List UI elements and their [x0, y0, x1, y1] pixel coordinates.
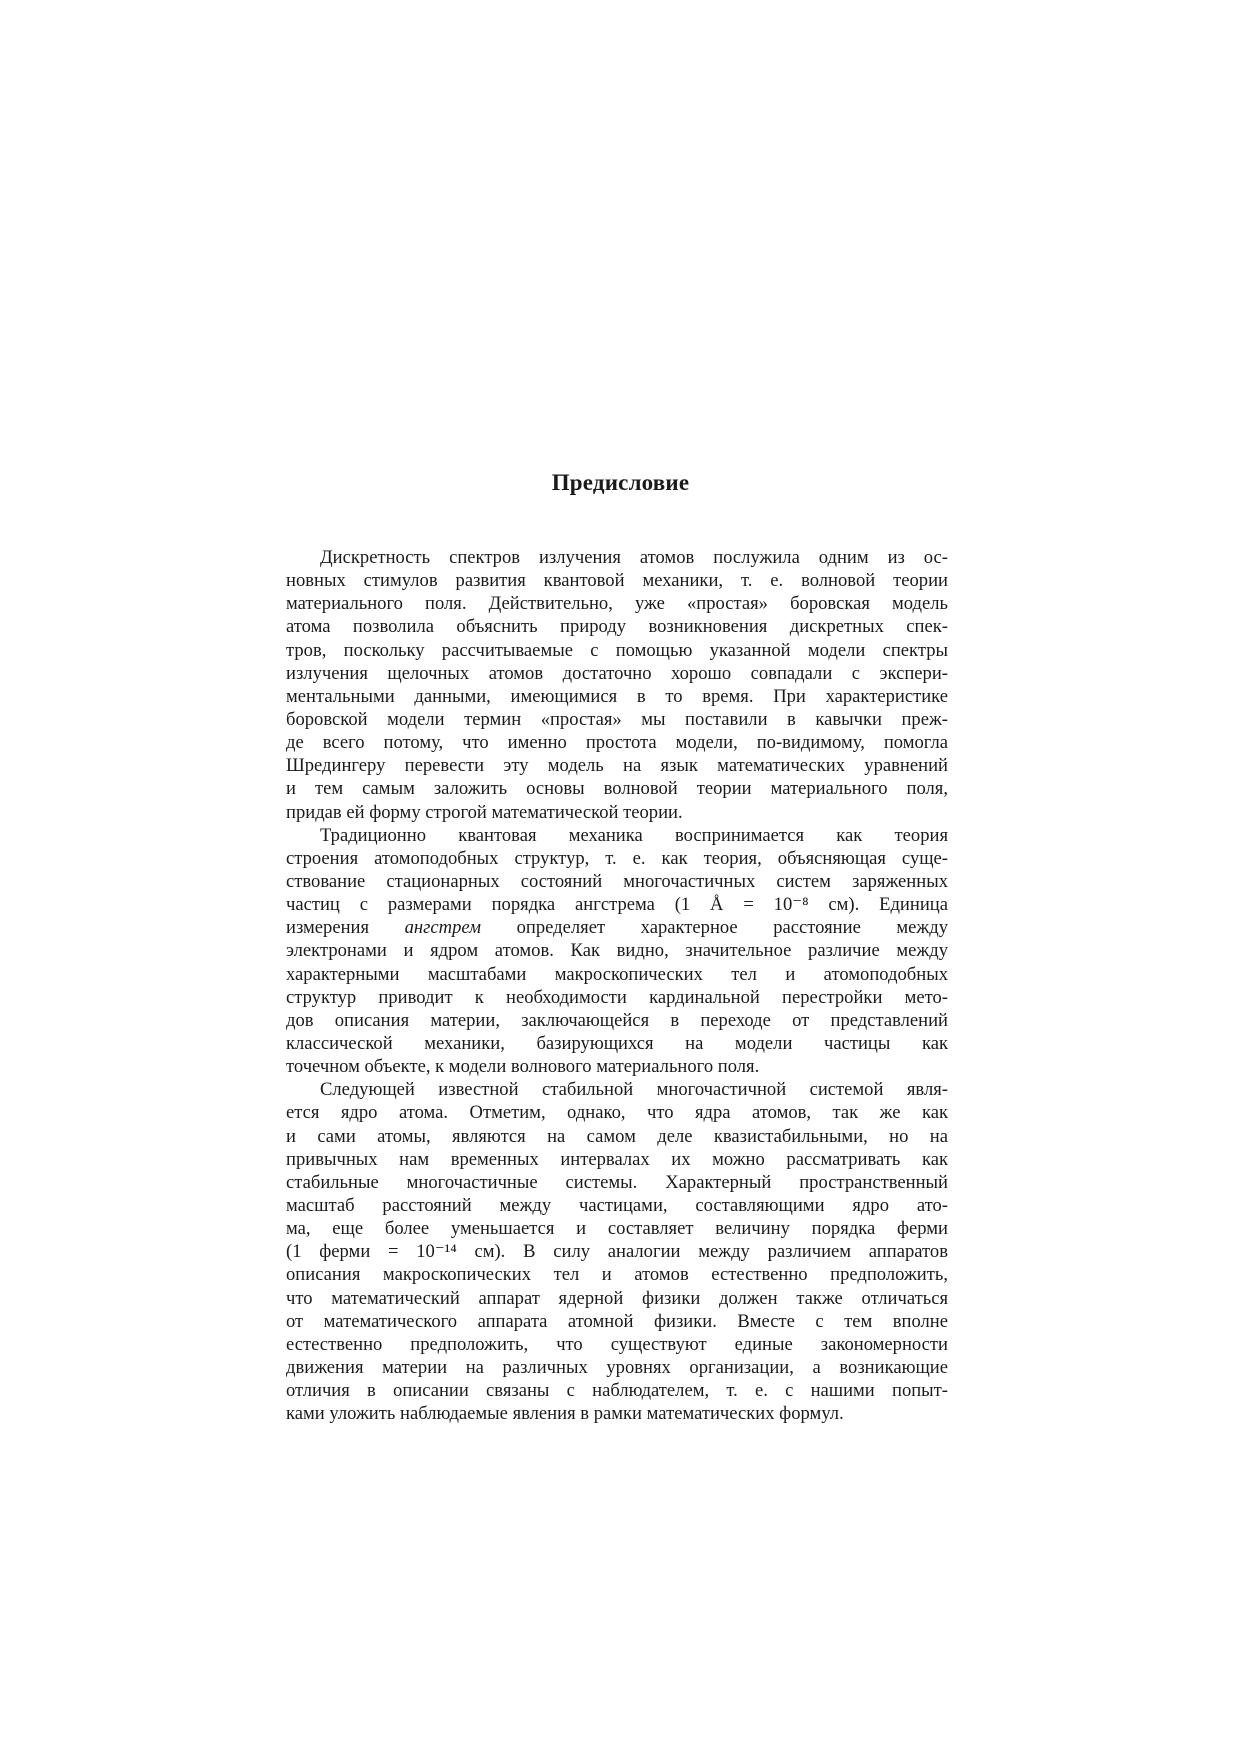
text-line: излучения щелочных атомов достаточно хорошо совпадали с экспери- — [286, 662, 948, 684]
text-line: масштаб расстояний между частицами, составляющими ядро ато- — [286, 1194, 948, 1216]
text-line: ма, еще более уменьшается и составляет величину порядка ферми — [286, 1218, 948, 1240]
text-line: ками уложить наблюдаемые явления в рамки математических формул. — [286, 1403, 844, 1425]
text-line: материального поля. Действительно, уже «простая» боровская модель — [286, 593, 948, 615]
text-line: тров, поскольку рассчитываемые с помощью указанной модели спектры — [286, 639, 948, 661]
text-line: описания макроскопических тел и атомов естественно предположить, — [286, 1264, 948, 1286]
text-line: Дискретность спектров излучения атомов послужила одним из ос- — [320, 547, 948, 568]
text-line: стабильные многочастичные системы. Характерный пространственный — [286, 1171, 948, 1193]
text-line: точечном объекте, к модели волнового материального поля. — [286, 1056, 760, 1078]
text-line: ется ядро атома. Отметим, однако, что ядра атомов, так же как — [286, 1102, 948, 1124]
text-line: и сами атомы, являются на самом деле квазистабильными, но на — [286, 1125, 948, 1147]
text-line: новных стимулов развития квантовой механики, т. е. волновой теории — [286, 570, 948, 592]
text-line: атома позволила объяснить природу возникновения дискретных спек- — [286, 616, 948, 638]
text-line: Следующей известной стабильной многочастичной системой явля- — [320, 1079, 948, 1101]
text-line: ствование стационарных состояний многочастичных систем заряженных — [286, 870, 948, 892]
text-line: электронами и ядром атомов. Как видно, значительное различие между — [286, 940, 948, 962]
text-line: Традиционно квантовая механика воспринимается как теория — [320, 824, 948, 846]
text-line: от математического аппарата атомной физики. Вместе с тем вполне — [286, 1310, 948, 1332]
page-title: Предисловие — [551, 470, 690, 495]
text-line: боровской модели термин «простая» мы поставили в кавычки преж- — [286, 708, 948, 730]
text-line: привычных нам временных интервалах их можно рассматривать как — [286, 1148, 948, 1170]
text-line: естественно предположить, что существуют единые закономерности — [286, 1333, 948, 1355]
text-line: Шредингеру перевести эту модель на язык математических уравнений — [286, 755, 948, 777]
text-line: и тем самым заложить основы волновой теории материального поля, — [286, 778, 948, 800]
text-line: движения материи на различных уровнях организации, а возникающие — [286, 1356, 948, 1378]
text-line: характерными масштабами макроскопических тел и атомоподобных — [286, 963, 948, 985]
text-line: (1 ферми = 10⁻¹⁴ см). В силу аналогии между различием аппаратов — [286, 1241, 948, 1263]
text-line: дов описания материи, заключающейся в переходе от представлений — [286, 1009, 948, 1031]
text-line: отличия в описании связаны с наблюдателем, т. е. с нашими попыт- — [286, 1380, 948, 1402]
text-line: структур приводит к необходимости кардинальной перестройки мето- — [286, 986, 948, 1008]
text-line: придав ей форму строгой математической теории. — [286, 801, 683, 823]
body-text — [286, 546, 948, 1425]
text-line: де всего потому, что именно простота модели, по-видимому, помогла — [286, 732, 948, 754]
text-line-with-italic: измерения ангстрем определяет характерное расстояние между — [286, 917, 949, 939]
text-line: частиц с размерами порядка ангстрема (1 Å = 10⁻⁸ см). Единица — [286, 894, 948, 916]
text-line: строения атомоподобных структур, т. е. как теория, объясняющая суще- — [286, 847, 948, 869]
text-line: что математический аппарат ядерной физики должен также отличаться — [286, 1287, 948, 1309]
text-line: классической механики, базирующихся на модели частицы как — [286, 1032, 948, 1054]
text-line: ментальными данными, имеющимися в то время. При характеристике — [286, 685, 948, 707]
italic-term: ангстрем — [404, 917, 482, 939]
